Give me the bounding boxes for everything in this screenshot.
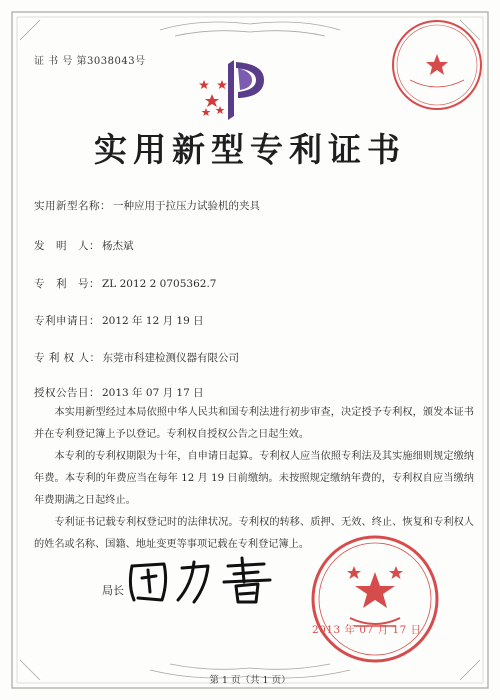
field-value: 东莞市科建检测仪器有限公司 <box>102 352 240 364</box>
field-label: 专利申请日： <box>34 315 100 327</box>
field-patent-holder <box>34 350 239 365</box>
field-value: 一种应用于拉压力试验机的夹具 <box>113 200 260 212</box>
field-filing-date <box>34 313 204 328</box>
field-label: 授权公告日： <box>34 387 100 399</box>
page-number: 第 1 页（共 1 页） <box>209 675 291 686</box>
patent-office-emblem-icon <box>198 58 272 122</box>
field-value: 2013 年 07 月 17 日 <box>102 387 204 399</box>
field-patent-number <box>34 276 216 291</box>
agency-seal-icon <box>390 18 484 112</box>
field-label: 专 利 权 人： <box>34 352 101 364</box>
field-grant-date <box>34 385 204 400</box>
national-ip-office-seal-icon <box>310 534 440 664</box>
body-paragraph: 本专利的专利权期限为十年，自申请日起算。专利权人应当依照专利法及其实施细则规定缴纳年费。本专利的年费应当在每年 12 月 19 日前缴纳。未按照规定缴纳年费的，专利权自应当缴纳年费期满之日起终止。 <box>34 451 474 506</box>
seal-date: 2013 年 07 月 17 日 <box>312 624 422 636</box>
certificate-body <box>34 402 474 556</box>
field-value: 杨杰斌 <box>102 240 134 252</box>
body-paragraph: 专利证书记载专利权登记时的法律状况。专利权的转移、质押、无效、终止、恢复和专利权人的姓名或名称、国籍、地址变更等事项记载在专利登记簿上。 <box>34 517 474 550</box>
field-value: ZL 2012 2 0705362.7 <box>102 278 217 290</box>
director-label: 局长 <box>102 584 124 597</box>
field-inventor <box>34 238 134 253</box>
page-title: 实用新型专利证书 <box>94 130 406 169</box>
field-value: 2012 年 12 月 19 日 <box>102 315 204 327</box>
field-label: 发 明 人： <box>34 240 100 252</box>
body-paragraph: 本实用新型经过本局依照中华人民共和国专利法进行初步审查，决定授予专利权，颁发本证书并在专利登记簿上予以登记。专利权自授权公告之日起生效。 <box>34 407 474 440</box>
field-label: 实用新型名称： <box>34 200 111 212</box>
field-utility-model-name <box>34 198 260 213</box>
certificate-number: 证 书 号 第3038043号 <box>34 56 146 67</box>
director-signature-icon <box>124 556 314 606</box>
field-label: 专 利 号： <box>34 278 100 290</box>
